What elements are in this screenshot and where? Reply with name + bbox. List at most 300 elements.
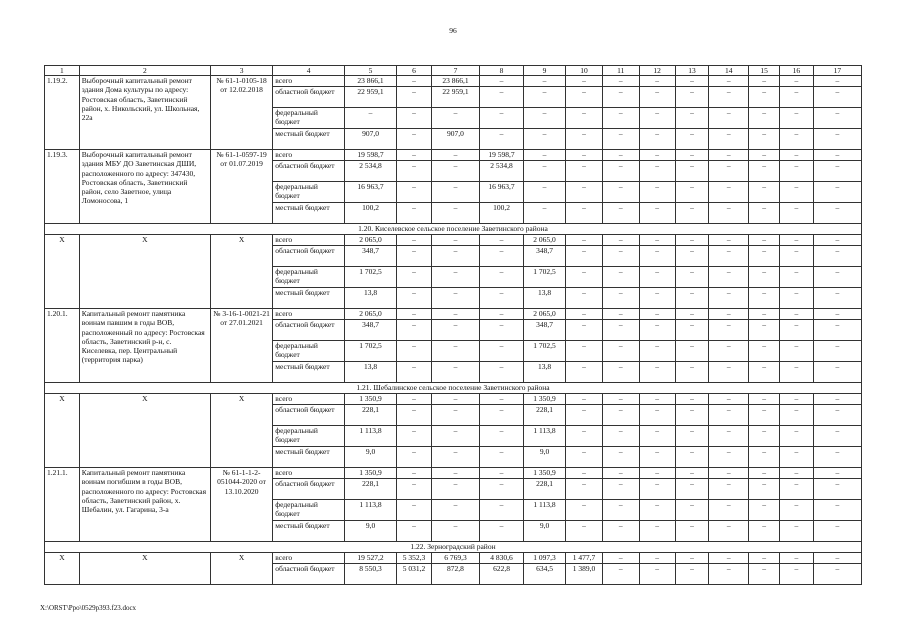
funding-row: [45, 76, 862, 87]
column-number-14: 14: [709, 66, 749, 76]
amount-cell: –: [813, 405, 861, 426]
amount-cell: –: [709, 76, 749, 87]
amount-cell: –: [566, 426, 603, 447]
amount-cell: –: [480, 500, 524, 521]
amount-cell: –: [639, 182, 675, 203]
amount-cell: –: [813, 309, 861, 320]
amount-cell: 1 350,9: [524, 468, 566, 479]
amount-cell: –: [602, 288, 639, 309]
amount-cell: 228,1: [344, 405, 396, 426]
amount-cell: 1 702,5: [524, 341, 566, 362]
section-row: [45, 542, 862, 553]
column-number-5: 5: [344, 66, 396, 76]
amount-cell: 228,1: [344, 479, 396, 500]
amount-cell: –: [639, 87, 675, 108]
amount-cell: –: [749, 564, 780, 585]
investment-table: [44, 65, 862, 585]
amount-cell: –: [639, 288, 675, 309]
amount-cell: –: [639, 309, 675, 320]
amount-cell: 13,8: [524, 288, 566, 309]
funding-source-label: федеральный бюджет: [273, 341, 345, 362]
amount-cell: 634,5: [524, 564, 566, 585]
amount-cell: –: [639, 553, 675, 564]
amount-cell: –: [709, 479, 749, 500]
amount-cell: –: [709, 87, 749, 108]
amount-cell: –: [675, 246, 709, 267]
amount-cell: –: [709, 150, 749, 161]
table-body: [45, 76, 862, 585]
amount-cell: –: [779, 553, 813, 564]
amount-cell: –: [749, 129, 780, 150]
amount-cell: –: [709, 521, 749, 542]
amount-cell: –: [779, 564, 813, 585]
amount-cell: –: [397, 235, 432, 246]
amount-cell: –: [749, 521, 780, 542]
amount-cell: –: [602, 447, 639, 468]
amount-cell: 1 350,9: [524, 394, 566, 405]
amount-cell: –: [779, 288, 813, 309]
amount-cell: –: [749, 87, 780, 108]
amount-cell: –: [602, 267, 639, 288]
amount-cell: –: [566, 468, 603, 479]
funding-row: [45, 235, 862, 246]
amount-cell: –: [602, 479, 639, 500]
column-number-17: 17: [813, 66, 861, 76]
funding-source-label: областной бюджет: [273, 87, 345, 108]
amount-cell: 348,7: [344, 246, 396, 267]
amount-cell: –: [524, 87, 566, 108]
expertise-document: № 61-1-0597-19 от 01.07.2019: [210, 150, 272, 224]
amount-cell: –: [431, 150, 479, 161]
amount-cell: –: [602, 564, 639, 585]
funding-source-label: всего: [273, 150, 345, 161]
funding-source-label: всего: [273, 394, 345, 405]
amount-cell: –: [813, 468, 861, 479]
amount-cell: –: [431, 320, 479, 341]
amount-cell: –: [639, 129, 675, 150]
amount-cell: 622,8: [480, 564, 524, 585]
amount-cell: –: [431, 341, 479, 362]
amount-cell: –: [602, 246, 639, 267]
amount-cell: –: [709, 288, 749, 309]
column-number-13: 13: [675, 66, 709, 76]
amount-cell: –: [813, 182, 861, 203]
amount-cell: –: [431, 235, 479, 246]
amount-cell: –: [749, 161, 780, 182]
amount-cell: –: [675, 267, 709, 288]
amount-cell: –: [566, 76, 603, 87]
amount-cell: –: [397, 426, 432, 447]
column-number-11: 11: [602, 66, 639, 76]
funding-source-label: областной бюджет: [273, 161, 345, 182]
amount-cell: 16 963,7: [480, 182, 524, 203]
page-number: 96: [449, 26, 457, 35]
amount-cell: –: [431, 468, 479, 479]
amount-cell: –: [639, 394, 675, 405]
funding-row: [45, 150, 862, 161]
amount-cell: –: [779, 521, 813, 542]
amount-cell: –: [709, 447, 749, 468]
amount-cell: –: [709, 362, 749, 383]
amount-cell: –: [397, 362, 432, 383]
amount-cell: –: [397, 309, 432, 320]
amount-cell: –: [566, 394, 603, 405]
amount-cell: –: [480, 394, 524, 405]
footer-file-path: X:\ORST\Ppo\0529p393.f23.docx: [40, 604, 137, 612]
amount-cell: –: [709, 267, 749, 288]
amount-cell: 1 350,9: [344, 394, 396, 405]
amount-cell: –: [813, 235, 861, 246]
amount-cell: –: [779, 500, 813, 521]
amount-cell: –: [709, 309, 749, 320]
funding-source-label: всего: [273, 553, 345, 564]
funding-source-label: федеральный бюджет: [273, 426, 345, 447]
amount-cell: –: [566, 447, 603, 468]
amount-cell: –: [480, 108, 524, 129]
amount-cell: –: [397, 267, 432, 288]
column-number-9: 9: [524, 66, 566, 76]
column-number-6: 6: [397, 66, 432, 76]
amount-cell: –: [749, 203, 780, 224]
amount-cell: 1 113,8: [344, 500, 396, 521]
amount-cell: –: [397, 500, 432, 521]
amount-cell: –: [813, 267, 861, 288]
amount-cell: –: [779, 246, 813, 267]
amount-cell: –: [397, 108, 432, 129]
amount-cell: –: [480, 362, 524, 383]
amount-cell: –: [813, 564, 861, 585]
amount-cell: –: [749, 288, 780, 309]
amount-cell: –: [639, 320, 675, 341]
amount-cell: –: [779, 309, 813, 320]
amount-cell: –: [813, 150, 861, 161]
amount-cell: 100,2: [480, 203, 524, 224]
object-name: Х: [79, 553, 210, 585]
amount-cell: –: [749, 108, 780, 129]
amount-cell: –: [779, 129, 813, 150]
amount-cell: –: [749, 500, 780, 521]
amount-cell: –: [675, 500, 709, 521]
amount-cell: –: [675, 468, 709, 479]
amount-cell: –: [566, 87, 603, 108]
amount-cell: –: [639, 235, 675, 246]
funding-source-label: областной бюджет: [273, 479, 345, 500]
object-name: Выборочный капитальный ремонт здания МБУ ДО Заветинская ДШИ, расположенного по адресу: 347430, Ростовская область, Заветинский район, село Заветное, улица Ломоносова, 1: [79, 150, 210, 224]
amount-cell: –: [431, 405, 479, 426]
amount-cell: 907,0: [344, 129, 396, 150]
amount-cell: 1 113,8: [524, 500, 566, 521]
amount-cell: –: [566, 405, 603, 426]
funding-source-label: федеральный бюджет: [273, 182, 345, 203]
amount-cell: –: [431, 447, 479, 468]
amount-cell: 23 866,1: [431, 76, 479, 87]
amount-cell: –: [602, 394, 639, 405]
amount-cell: –: [602, 182, 639, 203]
amount-cell: –: [675, 150, 709, 161]
amount-cell: –: [397, 129, 432, 150]
amount-cell: –: [431, 309, 479, 320]
funding-row: [45, 553, 862, 564]
amount-cell: –: [602, 320, 639, 341]
amount-cell: 872,8: [431, 564, 479, 585]
funding-source-label: областной бюджет: [273, 564, 345, 585]
column-number-1: 1: [45, 66, 80, 76]
amount-cell: 9,0: [344, 447, 396, 468]
amount-cell: –: [709, 553, 749, 564]
amount-cell: –: [779, 405, 813, 426]
amount-cell: –: [397, 203, 432, 224]
amount-cell: –: [602, 521, 639, 542]
amount-cell: 907,0: [431, 129, 479, 150]
object-name: Капитальный ремонт памятника воинам погибшим в годы ВОВ, расположенного по адресу: Ростовская область, Заветинский район, х. Шебалин, ул. Гагарина, 3-а: [79, 468, 210, 542]
amount-cell: –: [397, 182, 432, 203]
amount-cell: –: [813, 521, 861, 542]
amount-cell: 19 598,7: [480, 150, 524, 161]
amount-cell: –: [566, 267, 603, 288]
amount-cell: –: [749, 267, 780, 288]
amount-cell: –: [709, 182, 749, 203]
amount-cell: –: [749, 405, 780, 426]
amount-cell: –: [779, 362, 813, 383]
funding-source-label: местный бюджет: [273, 521, 345, 542]
amount-cell: –: [749, 76, 780, 87]
amount-cell: –: [709, 161, 749, 182]
amount-cell: –: [566, 182, 603, 203]
amount-cell: –: [779, 394, 813, 405]
amount-cell: –: [431, 203, 479, 224]
item-number: 1.21.1.: [45, 468, 80, 542]
amount-cell: –: [602, 235, 639, 246]
amount-cell: 1 389,0: [566, 564, 603, 585]
funding-source-label: областной бюджет: [273, 405, 345, 426]
amount-cell: –: [431, 394, 479, 405]
amount-cell: –: [566, 161, 603, 182]
amount-cell: –: [639, 161, 675, 182]
amount-cell: 348,7: [524, 320, 566, 341]
amount-cell: –: [813, 362, 861, 383]
column-number-7: 7: [431, 66, 479, 76]
amount-cell: –: [480, 468, 524, 479]
amount-cell: –: [480, 76, 524, 87]
amount-cell: –: [602, 341, 639, 362]
amount-cell: –: [639, 362, 675, 383]
amount-cell: –: [602, 553, 639, 564]
amount-cell: –: [639, 108, 675, 129]
amount-cell: 4 830,6: [480, 553, 524, 564]
amount-cell: 9,0: [344, 521, 396, 542]
amount-cell: –: [709, 320, 749, 341]
amount-cell: –: [397, 161, 432, 182]
amount-cell: 8 550,3: [344, 564, 396, 585]
amount-cell: –: [602, 405, 639, 426]
amount-cell: –: [431, 521, 479, 542]
amount-cell: –: [813, 320, 861, 341]
amount-cell: –: [397, 76, 432, 87]
amount-cell: –: [749, 553, 780, 564]
item-number: 1.19.2.: [45, 76, 80, 150]
amount-cell: –: [639, 150, 675, 161]
amount-cell: –: [602, 203, 639, 224]
amount-cell: –: [397, 246, 432, 267]
amount-cell: –: [779, 182, 813, 203]
amount-cell: 1 113,8: [344, 426, 396, 447]
funding-source-label: всего: [273, 76, 345, 87]
funding-source-label: областной бюджет: [273, 246, 345, 267]
amount-cell: –: [602, 362, 639, 383]
funding-source-label: местный бюджет: [273, 203, 345, 224]
amount-cell: –: [566, 129, 603, 150]
amount-cell: –: [602, 161, 639, 182]
amount-cell: –: [480, 129, 524, 150]
amount-cell: 22 959,1: [344, 87, 396, 108]
funding-source-label: федеральный бюджет: [273, 108, 345, 129]
amount-cell: –: [709, 405, 749, 426]
amount-cell: –: [749, 394, 780, 405]
amount-cell: –: [639, 447, 675, 468]
amount-cell: –: [566, 521, 603, 542]
amount-cell: –: [566, 362, 603, 383]
amount-cell: –: [779, 87, 813, 108]
amount-cell: –: [709, 500, 749, 521]
amount-cell: –: [709, 246, 749, 267]
amount-cell: –: [813, 553, 861, 564]
amount-cell: –: [524, 161, 566, 182]
amount-cell: 2 065,0: [524, 235, 566, 246]
amount-cell: –: [675, 521, 709, 542]
amount-cell: –: [709, 108, 749, 129]
section-title: 1.22. Зерноградский район: [45, 542, 862, 553]
object-name: Х: [79, 235, 210, 309]
amount-cell: –: [639, 500, 675, 521]
amount-cell: –: [431, 288, 479, 309]
amount-cell: –: [480, 479, 524, 500]
expertise-document: № 3-16-1-0021-21 от 27.01.2021: [210, 309, 272, 383]
amount-cell: –: [779, 235, 813, 246]
amount-cell: –: [602, 108, 639, 129]
amount-cell: –: [709, 235, 749, 246]
amount-cell: 19 598,7: [344, 150, 396, 161]
amount-cell: 1 702,5: [524, 267, 566, 288]
amount-cell: –: [675, 553, 709, 564]
amount-cell: –: [675, 320, 709, 341]
amount-cell: –: [675, 182, 709, 203]
amount-cell: –: [639, 468, 675, 479]
column-number-15: 15: [749, 66, 780, 76]
amount-cell: –: [480, 246, 524, 267]
amount-cell: 1 702,5: [344, 267, 396, 288]
amount-cell: 228,1: [524, 479, 566, 500]
amount-cell: –: [566, 479, 603, 500]
amount-cell: –: [480, 235, 524, 246]
amount-cell: –: [639, 479, 675, 500]
amount-cell: –: [813, 108, 861, 129]
amount-cell: –: [779, 161, 813, 182]
amount-cell: –: [675, 203, 709, 224]
amount-cell: 2 065,0: [344, 235, 396, 246]
amount-cell: –: [813, 341, 861, 362]
section-row: [45, 383, 862, 394]
column-number-10: 10: [566, 66, 603, 76]
amount-cell: –: [675, 161, 709, 182]
amount-cell: 5 352,3: [397, 553, 432, 564]
amount-cell: 348,7: [524, 246, 566, 267]
amount-cell: –: [480, 309, 524, 320]
column-number-2: 2: [79, 66, 210, 76]
amount-cell: –: [602, 87, 639, 108]
expertise-document: Х: [210, 553, 272, 585]
amount-cell: –: [779, 267, 813, 288]
amount-cell: –: [813, 246, 861, 267]
amount-cell: –: [566, 288, 603, 309]
amount-cell: –: [779, 76, 813, 87]
amount-cell: 19 527,2: [344, 553, 396, 564]
amount-cell: –: [639, 267, 675, 288]
amount-cell: 2 534,8: [344, 161, 396, 182]
amount-cell: –: [813, 129, 861, 150]
funding-source-label: федеральный бюджет: [273, 500, 345, 521]
amount-cell: –: [749, 320, 780, 341]
funding-source-label: местный бюджет: [273, 447, 345, 468]
funding-source-label: федеральный бюджет: [273, 267, 345, 288]
amount-cell: –: [709, 203, 749, 224]
amount-cell: –: [639, 564, 675, 585]
section-row: [45, 224, 862, 235]
amount-cell: –: [709, 564, 749, 585]
item-number: Х: [45, 394, 80, 468]
funding-source-label: всего: [273, 309, 345, 320]
amount-cell: –: [397, 447, 432, 468]
amount-cell: –: [397, 150, 432, 161]
amount-cell: –: [602, 129, 639, 150]
amount-cell: 228,1: [524, 405, 566, 426]
amount-cell: 6 769,3: [431, 553, 479, 564]
amount-cell: –: [480, 267, 524, 288]
funding-source-label: местный бюджет: [273, 288, 345, 309]
amount-cell: –: [639, 76, 675, 87]
amount-cell: –: [602, 426, 639, 447]
amount-cell: –: [779, 426, 813, 447]
amount-cell: –: [524, 182, 566, 203]
amount-cell: –: [709, 426, 749, 447]
amount-cell: –: [431, 246, 479, 267]
amount-cell: –: [524, 76, 566, 87]
amount-cell: –: [813, 76, 861, 87]
amount-cell: 2 534,8: [480, 161, 524, 182]
column-number-16: 16: [779, 66, 813, 76]
amount-cell: –: [524, 108, 566, 129]
amount-cell: 1 350,9: [344, 468, 396, 479]
amount-cell: –: [480, 521, 524, 542]
amount-cell: –: [480, 320, 524, 341]
amount-cell: –: [431, 500, 479, 521]
amount-cell: –: [431, 426, 479, 447]
amount-cell: –: [675, 309, 709, 320]
amount-cell: –: [675, 426, 709, 447]
amount-cell: 100,2: [344, 203, 396, 224]
amount-cell: –: [749, 341, 780, 362]
amount-cell: –: [431, 267, 479, 288]
amount-cell: –: [397, 87, 432, 108]
amount-cell: –: [749, 362, 780, 383]
amount-cell: –: [675, 479, 709, 500]
amount-cell: –: [749, 235, 780, 246]
amount-cell: –: [675, 87, 709, 108]
amount-cell: –: [779, 341, 813, 362]
amount-cell: –: [675, 288, 709, 309]
amount-cell: –: [675, 108, 709, 129]
amount-cell: 1 113,8: [524, 426, 566, 447]
amount-cell: 1 097,3: [524, 553, 566, 564]
